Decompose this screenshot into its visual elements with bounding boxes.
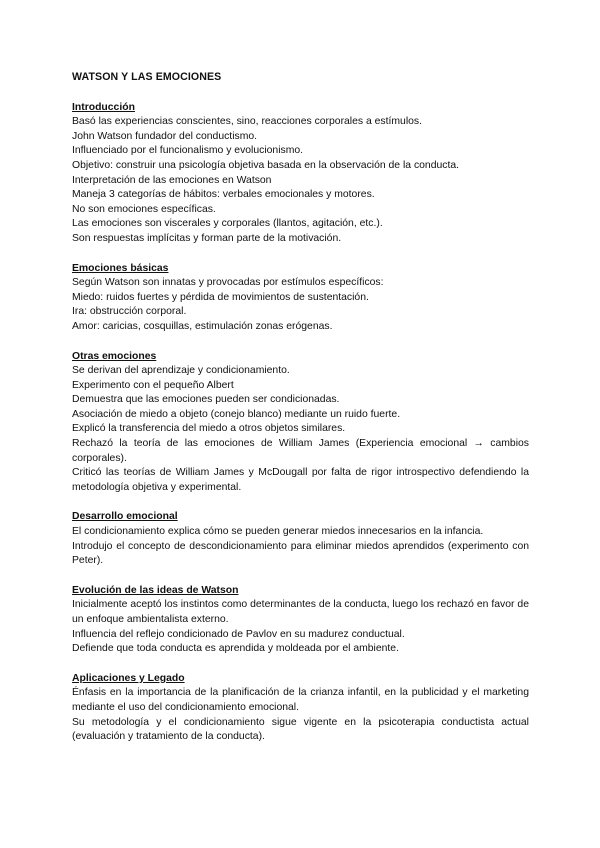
paragraph-line: Basó las experiencias conscientes, sino, reacciones corporales a estímulos.: [72, 116, 422, 128]
section-emociones-basicas: [72, 262, 529, 335]
paragraph-line: Según Watson son innatas y provocadas por estímulos específicos:: [72, 277, 384, 289]
section-heading: Desarrollo emocional: [72, 511, 178, 523]
paragraph-line: Interpretación de las emociones en Watson: [72, 174, 272, 186]
paragraph-line: Maneja 3 categorías de hábitos: verbales emocionales y motores.: [72, 189, 375, 201]
paragraph-line: No son emociones específicas.: [72, 203, 216, 215]
paragraph-line: Énfasis en la importancia de la planificación de la crianza infantil, en la publicidad y el marketing mediante el uso del condicionamiento emocional.: [72, 687, 529, 713]
document-title: WATSON Y LAS EMOCIONES: [72, 71, 222, 83]
section-heading: Aplicaciones y Legado: [72, 672, 185, 684]
section-otras-emociones: [72, 350, 529, 496]
paragraph-line: Las emociones son viscerales y corporales (llantos, agitación, etc.).: [72, 218, 383, 230]
paragraph-line: Se derivan del aprendizaje y condicionamiento.: [72, 365, 290, 377]
paragraph-line: Influenciado por el funcionalismo y evolucionismo.: [72, 145, 304, 157]
section-evolucion-ideas: [72, 584, 529, 657]
section-desarrollo-emocional: [72, 510, 529, 568]
section-heading: Introducción: [72, 101, 135, 113]
paragraph-line: Asociación de miedo a objeto (conejo blanco) mediante un ruido fuerte.: [72, 408, 401, 420]
paragraph-line: Inicialmente aceptó los instintos como determinantes de la conducta, luego los rechazó en favor de un enfoque ambientalista externo.: [72, 599, 529, 625]
paragraph-line: Miedo: ruidos fuertes y pérdida de movimientos de sustentación.: [72, 291, 369, 303]
section-heading: Evolución de las ideas de Watson: [72, 584, 239, 596]
paragraph-line: Rechazó la teoría de las emociones de William James (Experiencia emocional → cambios corporales).: [72, 438, 529, 464]
paragraph-line: Criticó las teorías de William James y McDougall por falta de rigor introspectivo defendiendo la metodología objetiva y experimental.: [72, 467, 529, 493]
paragraph-line: El condicionamiento explica cómo se pueden generar miedos innecesarios en la infancia.: [72, 526, 484, 538]
paragraph-line: Explicó la transferencia del miedo a otros objetos similares.: [72, 423, 346, 435]
paragraph-line: Demuestra que las emociones pueden ser condicionadas.: [72, 394, 340, 406]
section-heading: Otras emociones: [72, 350, 157, 362]
paragraph-line: John Watson fundador del conductismo.: [72, 130, 258, 142]
section-aplicaciones-legado: [72, 672, 529, 745]
paragraph-line: Amor: caricias, cosquillas, estimulación zonas erógenas.: [72, 320, 333, 332]
paragraph-line: Son respuestas implícitas y forman parte de la motivación.: [72, 232, 342, 244]
paragraph-line: Experimento con el pequeño Albert: [72, 379, 234, 391]
paragraph-line: Objetivo: construir una psicología objetiva basada en la observación de la conducta.: [72, 159, 460, 171]
paragraph-line: Introdujo el concepto de descondicionamiento para eliminar miedos aprendidos (experimento con Peter).: [72, 540, 529, 567]
section-introduccion: [72, 101, 529, 247]
document-body: [72, 70, 529, 760]
paragraph-line: Influencia del reflejo condicionado de Pavlov en su madurez conductual.: [72, 628, 405, 640]
paragraph-line: Ira: obstrucción corporal.: [72, 306, 187, 318]
paragraph-line: Su metodología y el condicionamiento sigue vigente en la psicoterapia conductista actual (evaluación y tratamiento de la conducta).: [72, 716, 529, 743]
paragraph-line: Defiende que toda conducta es aprendida y moldeada por el ambiente.: [72, 643, 399, 655]
section-heading: Emociones básicas: [72, 262, 169, 274]
